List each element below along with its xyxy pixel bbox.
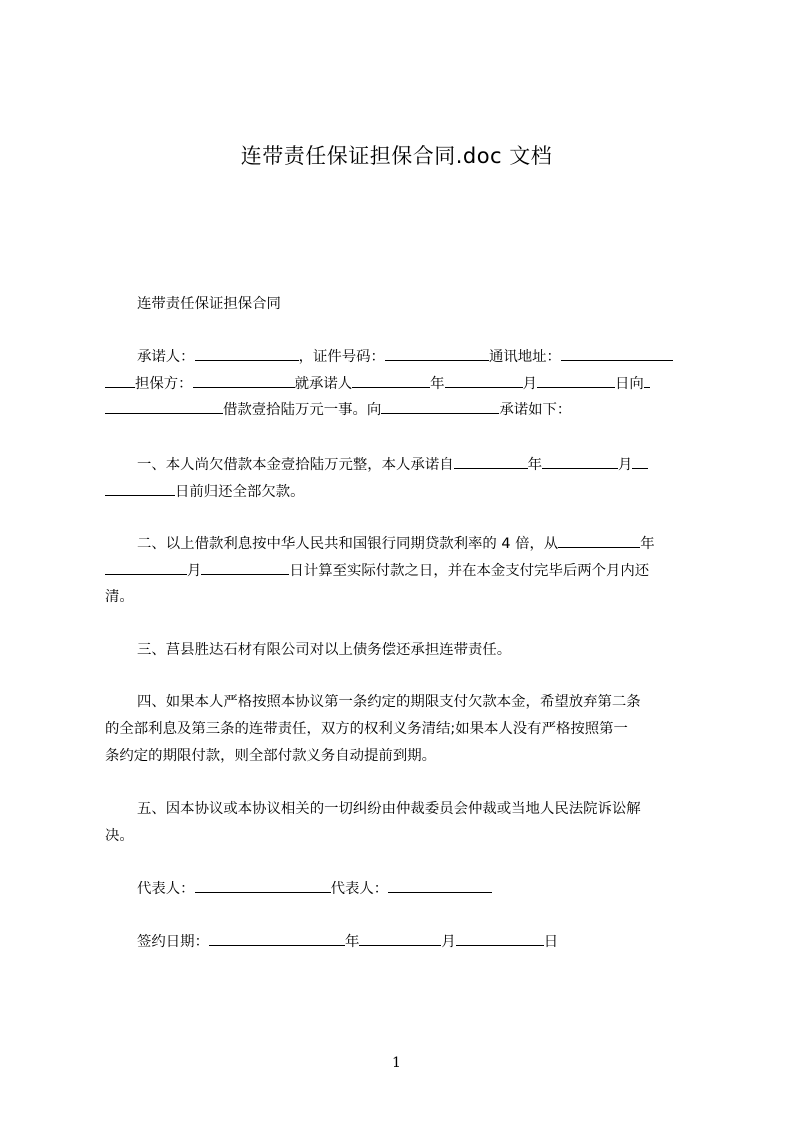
document-title: 连带责任保证担保合同.doc 文档	[240, 144, 553, 168]
address-blank-cont	[105, 373, 135, 388]
clause-1-text: 一、本人尚欠借款本金壹拾陆万元整，本人承诺自	[137, 457, 454, 473]
recipient-blank	[381, 399, 499, 414]
loan-text: 借款壹拾陆万元一事。向	[223, 402, 382, 418]
signature-line	[137, 877, 492, 898]
day-to-label: 日向	[614, 376, 644, 392]
clause-2-day-blank	[201, 560, 289, 575]
intro-line-2	[105, 372, 650, 393]
clause-1-month-blank	[542, 454, 618, 469]
day-blank	[537, 373, 615, 388]
sign-month: 月	[441, 934, 456, 950]
promise-text: 承诺如下：	[499, 402, 572, 418]
month-label: 月	[522, 376, 537, 392]
clause-2-text: 二、以上借款利息按中华人民共和国银行同期贷款利率的 4 倍，从	[137, 536, 559, 552]
id-label: ，证件号码：	[298, 349, 385, 365]
clause-2-year: 年	[640, 536, 655, 552]
rep-1-label: 代表人：	[137, 881, 195, 897]
sign-day-blank	[456, 931, 544, 946]
sign-year-blank	[209, 931, 345, 946]
sign-date-label: 签约日期：	[137, 934, 209, 950]
rep-2-label: 代表人：	[330, 881, 389, 897]
clause-2-text-b: 日计算至实际付款之日，并在本金支付完毕后两个月内还	[289, 563, 650, 579]
clause-1-line-2	[105, 480, 305, 501]
sign-year: 年	[344, 934, 360, 950]
promisor-blank	[195, 346, 299, 361]
clause-4-line-3: 条约定的期限付款，则全部付款义务自动提前到期。	[105, 748, 436, 764]
clause-4-line-2: 的全部利息及第三条的连带责任，双方的权利义务清结;如果本人没有严格按照第一	[105, 721, 628, 737]
party-blank-cont	[105, 399, 223, 414]
year-label: 年	[430, 376, 445, 392]
clause-1-year-blank	[454, 454, 528, 469]
just-promisor: 就承诺人	[294, 376, 353, 392]
clause-3: 三、莒县胜达石材有限公司对以上债务偿还承担连带责任。	[137, 642, 512, 658]
clause-5-line-2: 决。	[105, 828, 134, 844]
clause-1-text-b: 日前归还全部欠款。	[175, 484, 305, 500]
sign-date-line	[137, 930, 558, 951]
sign-month-blank	[359, 931, 441, 946]
clause-4-line-1: 四、如果本人严格按照本协议第一条约定的期限支付欠款本金，希望放弃第二条	[137, 694, 641, 710]
id-blank	[385, 346, 489, 361]
address-label: 通讯地址：	[488, 349, 561, 365]
clause-2-line-1	[137, 532, 655, 553]
rep-1-blank	[195, 878, 331, 893]
guarantor-blank	[193, 373, 295, 388]
sign-day: 日	[543, 934, 559, 950]
contract-heading: 连带责任保证担保合同	[137, 296, 281, 312]
clause-2-year-blank	[558, 533, 640, 548]
rep-2-blank	[388, 878, 492, 893]
promisor-label: 承诺人：	[137, 349, 195, 365]
clause-1-month: 月	[618, 457, 633, 473]
clause-1-line-1	[137, 453, 648, 474]
clause-2-month-blank	[105, 560, 187, 575]
clause-2-line-2	[105, 559, 649, 580]
clause-5-line-1: 五、因本协议或本协议相关的一切纠纷由仲裁委员会仲裁或当地人民法院诉讼解	[137, 801, 641, 817]
intro-line-1	[137, 345, 673, 366]
clause-1-day-blank-cont	[105, 481, 175, 496]
clause-1-year: 年	[527, 457, 543, 473]
month-blank	[445, 373, 523, 388]
clause-1-day-blank	[632, 454, 648, 469]
year-blank	[352, 373, 430, 388]
guarantor-label: 担保方：	[135, 376, 193, 392]
page-number: 1	[392, 1055, 401, 1071]
clause-2-month: 月	[187, 563, 202, 579]
party-blank	[644, 373, 650, 388]
address-blank	[561, 346, 673, 361]
intro-line-3	[105, 398, 571, 419]
clause-2-line-3: 清。	[105, 589, 134, 605]
